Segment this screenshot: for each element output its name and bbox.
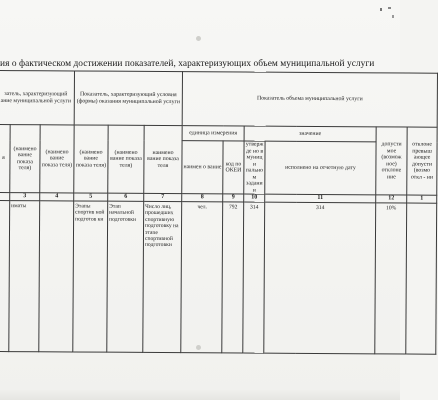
document-title: ия о фактическом достижении показателей, характеризующих объем муниципальной услуги: [0, 59, 375, 69]
header-unit-group: единица измерения: [182, 126, 244, 141]
column-number: 3: [10, 193, 40, 201]
header-executed: исполнено на отчетную дату: [265, 141, 376, 195]
column-number: [0, 193, 10, 201]
header-okei-code: код по ОКЕИ: [223, 141, 244, 194]
table-cell: Число лиц, прошедших спортивную подготовку на этапе спортивной подготовки: [143, 201, 182, 352]
column-number: 5: [74, 193, 108, 201]
table-cell: иматы: [9, 201, 40, 352]
table-cell: 792: [222, 202, 244, 353]
punch-hole: [196, 36, 201, 41]
header-volume-indicator: Показатель объема муниципальной услуги: [182, 72, 437, 128]
header-sub-col5: (наимено вание показа теля): [108, 125, 144, 193]
header-sub-col2: (наимено вание показа теля): [10, 125, 40, 193]
header-approved: утвержде но в муници пальном задании: [245, 141, 264, 194]
header-sub-col1: я: [0, 125, 10, 193]
header-content-indicator: затель, характеризующий ание муниципальной услуги: [0, 71, 75, 125]
volume-indicators-table: [0, 70, 438, 355]
scan-specks: [378, 6, 396, 22]
column-number: 7: [144, 193, 182, 201]
header-volume-name: наимено вание показа теля: [144, 125, 182, 193]
table-cell: [39, 201, 74, 352]
column-number: 10: [244, 194, 265, 202]
column-number: 4: [40, 193, 74, 201]
table-cell: 314: [264, 202, 376, 354]
column-number: 9: [223, 194, 244, 202]
header-conditions-indicator: Показатель, характеризующий условия (формы) оказания муниципальной услуги: [74, 71, 182, 126]
header-allowed-deviation: допусти мое (возмож ное) отклоне ние: [376, 127, 407, 195]
header-sub-col4: (наимено вание показа теля): [74, 125, 108, 193]
table-cell: Этап начальной подготовки: [107, 201, 144, 352]
header-exceeding-deviation: отклоне превыш ающее допусти (возмо откл - ни: [407, 127, 437, 195]
table-cell: [406, 203, 437, 354]
table-cell: Этапы спортив ной подготов ки: [73, 201, 108, 352]
header-value-group: значение: [244, 126, 376, 142]
column-number: 1: [407, 195, 437, 203]
header-unit-name: наимен о вание: [182, 141, 223, 194]
column-number: 6: [108, 193, 144, 201]
column-number: 12: [376, 195, 407, 203]
table-cell: чел.: [181, 202, 223, 353]
header-sub-col3: (наимено вание показа теля): [40, 125, 74, 193]
table-cell: 314: [243, 202, 265, 353]
column-number: 8: [182, 194, 223, 202]
column-number: 11: [265, 194, 376, 203]
table-cell: 10%: [375, 203, 407, 354]
scan-bottom-edge: [0, 390, 400, 400]
